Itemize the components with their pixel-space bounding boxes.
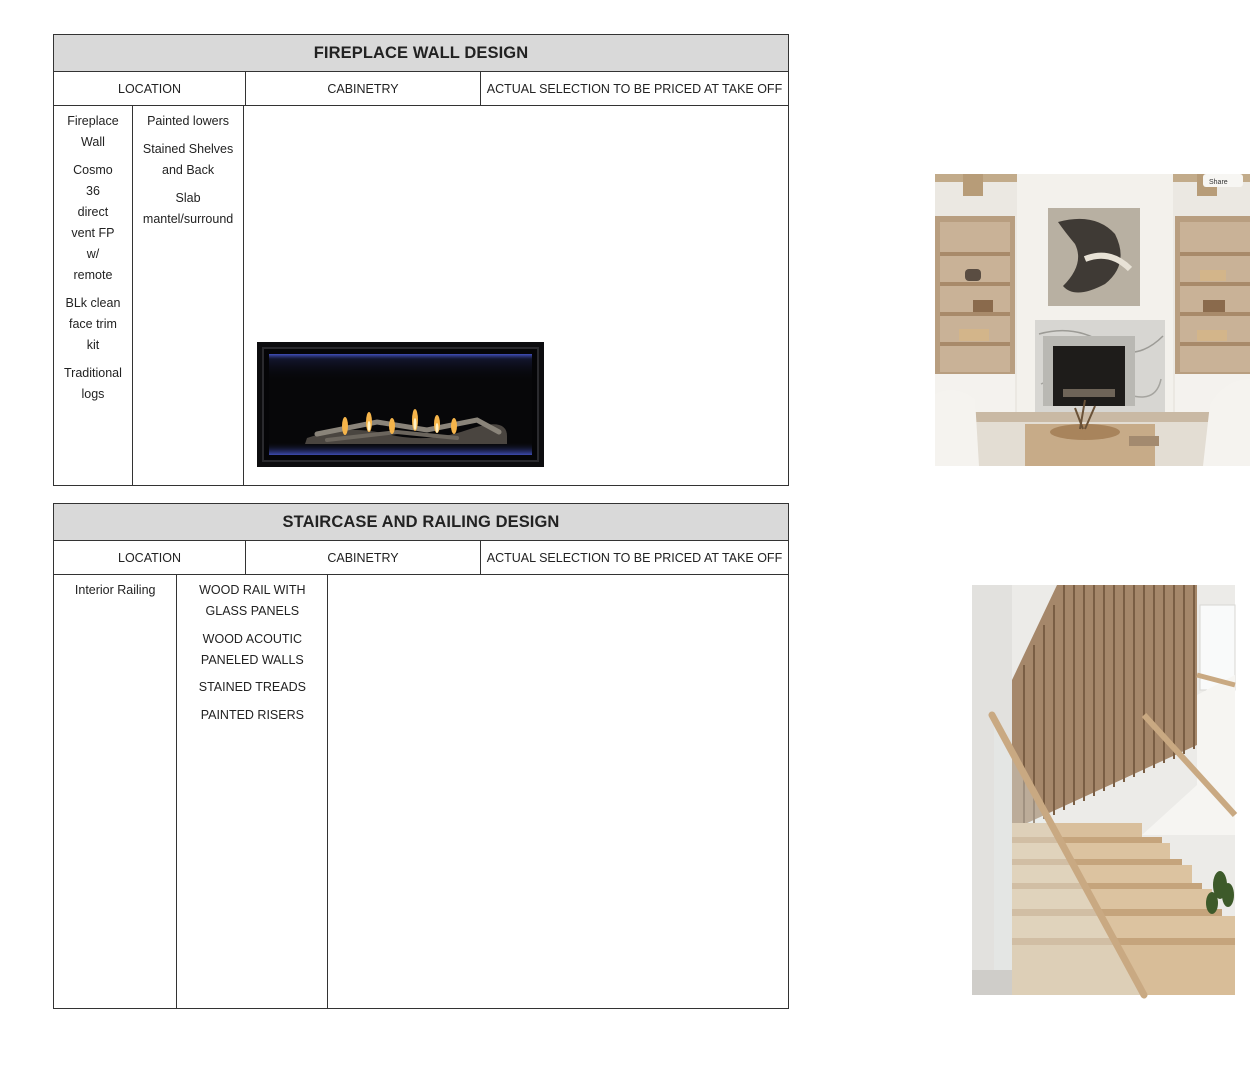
cabinetry-item: Slab mantel/surround [142,191,234,226]
location-item: BLk clean face trim kit [65,296,121,352]
fireplace-section [53,34,1228,486]
header-selection: ACTUAL SELECTION TO BE PRICED AT TAKE OFF [486,550,783,565]
location-item: Traditional logs [64,366,122,401]
location-item: Cosmo 36 direct vent FP w/ remote [71,163,115,282]
header-cabinetry: CABINETRY [246,541,481,574]
cabinetry-item: Stained Shelves and Back [142,142,234,177]
cabinetry-item: PAINTED RISERS [200,707,304,722]
header-row [54,72,788,106]
fireplace-insert-photo [257,342,544,467]
content-row [54,106,1228,485]
location-cell [54,575,177,1008]
header-location: LOCATION [54,541,246,574]
section-title: FIREPLACE WALL DESIGN [54,35,788,72]
cabinetry-item: WOOD RAIL WITH GLASS PANELS [199,583,306,618]
staircase-section [53,503,789,1009]
header-selection: ACTUAL SELECTION TO BE PRICED AT TAKE OFF [486,81,783,96]
header-location: LOCATION [54,72,246,105]
living-room-fireplace-photo [935,174,1250,466]
location-item: Fireplace Wall [67,114,119,149]
staircase-photo [972,585,1235,995]
cabinetry-item: WOOD ACOUTIC PANELED WALLS [200,631,304,667]
cabinetry-item: STAINED TREADS [198,680,306,694]
section-title: STAIRCASE AND RAILING DESIGN [54,504,788,541]
cabinetry-cell [177,575,328,1008]
selection-cell [328,575,525,1008]
cabinetry-cell [133,106,244,485]
header-row [54,541,788,575]
cabinetry-item: Painted lowers [147,114,230,128]
share-label: Share [1209,179,1228,186]
location-item: Interior Railing [74,583,156,597]
location-cell [54,106,133,485]
header-cabinetry: CABINETRY [246,72,481,105]
content-row [54,575,788,1008]
